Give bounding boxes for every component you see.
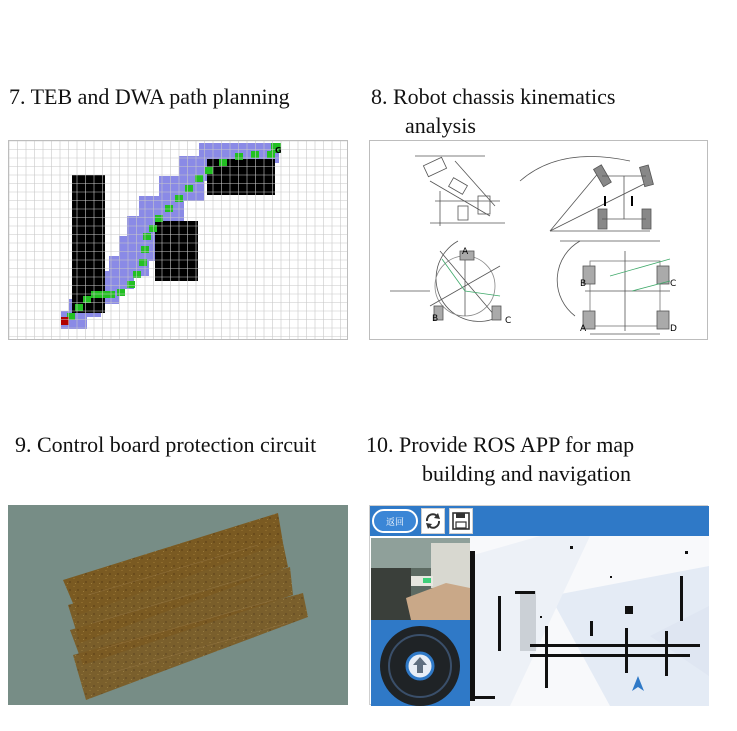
caption-chassis-kinematics-line2: analysis [405,113,476,138]
label-d: D [670,324,677,334]
label-a: A [462,247,469,257]
app-toolbar [370,506,709,536]
three-wheel-omni-diagram [390,241,501,321]
bicycle-model-diagram [415,156,505,226]
kinematics-diagram-image [369,140,708,340]
path-planning-grid [9,141,347,339]
obstacle-top [207,159,275,195]
ackermann-diagram [520,157,660,242]
caption-protection-circuit: 9. Control board protection circuit [15,432,317,457]
start-cell [61,317,69,325]
caption-chassis-kinematics: 8. Robot chassis kinematics [371,84,616,109]
kinematics-diagrams [370,141,707,339]
obstacle-middle [155,221,198,281]
refresh-button[interactable] [421,508,445,534]
label-b2: B [580,279,587,289]
joystick[interactable] [371,620,470,706]
stacked-circuit-boards [8,505,348,705]
ros-app-screenshot [369,505,708,705]
caption-ros-app-line2: building and navigation [422,461,631,486]
label-b: B [432,314,439,324]
protection-circuit-board-image [8,505,348,705]
save-button[interactable] [449,508,473,534]
caption-teb-dwa: 7. TEB and DWA path planning [9,84,290,109]
joystick-panel [371,620,470,706]
refresh-icon [422,509,444,533]
label-c2: C [670,279,677,289]
path-planning-grid-image [8,140,348,340]
camera-feed [371,538,470,620]
save-icon [450,509,472,533]
back-button[interactable]: 返回 [372,509,418,533]
navigation-map[interactable] [470,536,709,706]
label-a2: A [580,324,587,334]
caption-ros-app: 10. Provide ROS APP for map [366,432,635,457]
mecanum-diagram [557,241,670,334]
label-c: C [505,316,512,326]
goal-label: G [275,146,282,155]
